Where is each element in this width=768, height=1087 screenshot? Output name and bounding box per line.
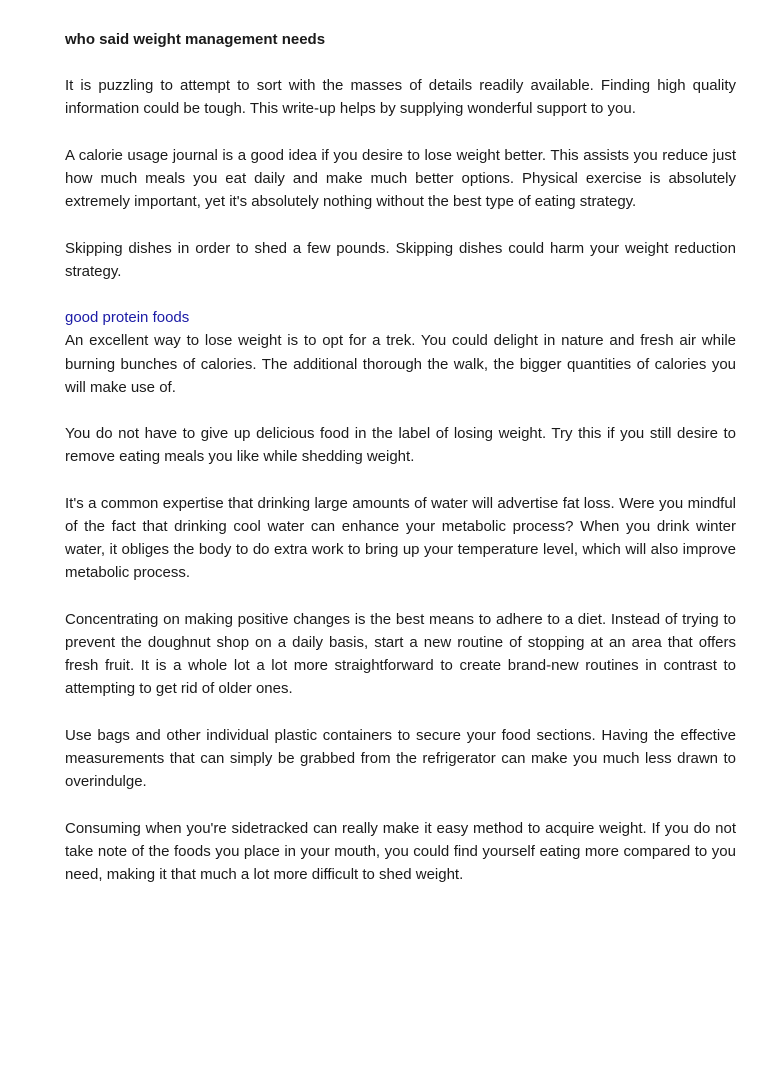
- document-title: who said weight management needs: [65, 31, 326, 48]
- paragraph: You do not have to give up delicious food in the label of losing weight. Try this if you still desire to remove eating meals you like while shedding weight.: [65, 425, 736, 466]
- paragraph: A calorie usage journal is a good idea if you desire to lose weight better. This assists you reduce just how much meals you eat daily and make much better options. Physical exercise is absolutely extremely important, yet it's absolutely nothing without the best type of eating strategy.: [65, 146, 736, 211]
- paragraph: Use bags and other individual plastic containers to secure your food sections. Having the effective measurements that can simply be grabbed from the refrigerator can make you much less drawn to overindulge.: [65, 726, 736, 791]
- paragraph: Skipping dishes in order to shed a few pounds. Skipping dishes could harm your weight reduction strategy.: [65, 239, 736, 280]
- paragraph: An excellent way to lose weight is to opt for a trek. You could delight in nature and fresh air while burning bunches of calories. The additional thorough the walk, the bigger quantities of calories you will make use of.: [65, 332, 736, 396]
- paragraph: Concentrating on making positive changes is the best means to adhere to a diet. Instead of trying to prevent the doughnut shop on a daily basis, start a new routine of stopping at an area that offers fresh fruit. It is a whole lot a lot more straightforward to create brand-new routines in contrast to attempting to get rid of older ones.: [65, 610, 736, 698]
- paragraph: It's a common expertise that drinking large amounts of water will advertise fat loss. Were you mindful of the fact that drinking cool water can enhance your metabolic process? When you drink winter water, it obliges the body to do extra work to bring up your temperature level, which will also improve metabolic process.: [65, 494, 736, 582]
- good-protein-foods-link[interactable]: good protein foods: [65, 309, 190, 327]
- paragraph: Consuming when you're sidetracked can really make it easy method to acquire weight. If you do not take note of the foods you place in your mouth, you could find yourself eating more compared to you need, making it that much a lot more difficult to shed weight.: [65, 819, 736, 883]
- document-page: [65, 28, 736, 909]
- paragraph: It is puzzling to attempt to sort with the masses of details readily available. Finding high quality information could be tough. This write-up helps by supplying wonderful support to you.: [65, 77, 736, 118]
